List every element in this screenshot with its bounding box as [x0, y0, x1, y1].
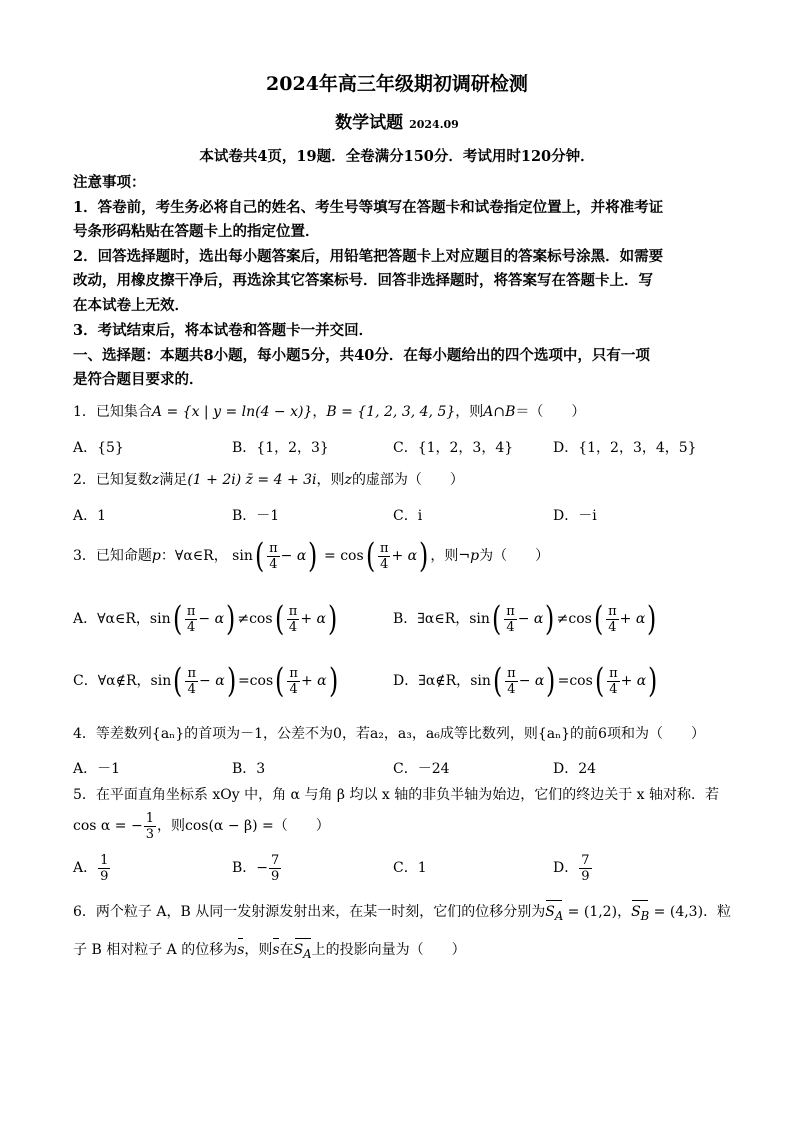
q5-b-den: 9 [271, 868, 280, 884]
section-1-heading-line-2: 是符合题目要求的． [73, 371, 204, 388]
q5-option-d-label: D． [553, 860, 579, 876]
q3-stem-b: ：∀α∈R， [160, 548, 228, 564]
q6-vector-sa-2 [294, 941, 312, 963]
subtitle-text: 数学试题 [335, 113, 404, 133]
question-4: 4．等差数列{aₙ}的首项为－1，公差不为0，若a₂，a₃，a₆成等比数列，则{aₙ}的前6项和为（ ） [73, 726, 705, 742]
q3-d-fraction-2 [607, 666, 620, 697]
q1-stem: 1．已知集合 [73, 404, 152, 420]
q3-p: p [151, 548, 161, 564]
q3-b-den-2: 4 [608, 619, 617, 635]
q4-option-a: A．－1 [73, 761, 121, 777]
exam-intro: 本试卷共4页，19题．全卷满分150分．考试用时120分钟． [199, 148, 595, 165]
q3-d-paren-close-2: ) [648, 661, 658, 701]
q3-b-paren-close-2: ) [647, 599, 657, 639]
q3-plus-alpha: + α [391, 548, 418, 564]
q4-option-d: D．24 [553, 761, 597, 777]
q3-d-den-2: 4 [609, 681, 618, 697]
question-6-line-2 [73, 941, 466, 963]
notice-item-3: 3．考试结束后，将本试卷和答题卡一并交回． [73, 322, 374, 339]
q3-option-d-label: D．∃α∉R， [393, 673, 471, 689]
q6-vector-sb [631, 903, 649, 925]
q5-cos-lhs: cos α = − [73, 818, 143, 834]
notice-item-1-line-2: 号条形码粘贴在答题卡上的指定位置． [73, 223, 320, 240]
q3-b-den: 4 [506, 619, 515, 635]
q3-c-sin: sin [150, 673, 172, 689]
q5-b-fraction [269, 853, 281, 884]
q5-option-a-label: A． [73, 860, 98, 876]
q5-fraction [144, 811, 156, 842]
q3-d-cos: cos [569, 673, 593, 689]
q5-option-b-label: B．− [232, 860, 269, 876]
q3-c-rel: = [237, 673, 250, 689]
q3-a-paren-open-2: ( [274, 599, 284, 639]
q3-c-fraction-2 [287, 666, 300, 697]
q5-fraction-num: 1 [145, 810, 155, 826]
q5-a-fraction [98, 853, 110, 884]
q3-c-fraction [185, 666, 198, 697]
q5-a-den: 9 [100, 868, 109, 884]
q3-option-a-label: A．∀α∈R， [73, 611, 150, 627]
q6-sb-sub: B [640, 908, 650, 923]
q3-sin: sin [232, 548, 253, 564]
q3-d-paren-open-2: ( [594, 661, 605, 701]
q3-b-rel: ≠ [556, 611, 569, 627]
q3-c-num: π [187, 665, 197, 681]
q3-a-cos: cos [249, 611, 273, 627]
q6-sa2-sub: A [303, 946, 312, 961]
q5-option-a [73, 850, 111, 886]
q3-option-b-label: B．∃α∈R， [393, 611, 470, 627]
q3-c-den: 4 [187, 681, 196, 697]
q1-expression: A∩B [483, 404, 516, 420]
q3-fraction-num: π [269, 540, 278, 556]
q3-not-p: ¬p [458, 548, 480, 564]
q1-stem-b: ，则 [455, 404, 484, 420]
q2-var: z [151, 472, 160, 488]
q3-d-minus: − α [518, 673, 545, 689]
q3-a-minus: − α [198, 611, 225, 627]
exam-title: 2024年高三年级期初调研检测 [266, 73, 528, 95]
q3-option-c [73, 663, 340, 699]
q3-paren-close-2: ) [419, 536, 429, 576]
q3-d-paren-open: ( [492, 661, 503, 701]
q1-set-b: B = {1, 2, 3, 4, 5} [326, 404, 456, 420]
q6-text-d: ，则 [244, 942, 273, 958]
q3-c-num-2: π [289, 665, 298, 681]
q1-separator: ， [312, 404, 327, 420]
q3-paren-open-2: ( [365, 536, 375, 576]
q3-a-den-2: 4 [288, 619, 298, 635]
q3-a-rel: ≠ [237, 611, 250, 627]
q6-sa-letter: S [545, 904, 555, 920]
q3-d-rel: = [557, 673, 570, 689]
q3-fraction [267, 541, 280, 572]
q3-b-fraction-2 [606, 604, 619, 635]
question-3 [73, 538, 549, 574]
q3-d-paren-close: ) [546, 661, 556, 701]
question-6-line-1 [73, 903, 731, 925]
question-1 [73, 403, 585, 421]
q1-option-c: C．{1，2，3，4} [393, 440, 514, 456]
q3-a-plus: + α [300, 611, 326, 627]
q3-c-paren-close-2: ) [328, 661, 338, 701]
q3-c-den-2: 4 [289, 681, 298, 697]
q3-option-d [393, 663, 660, 699]
q3-d-plus: + α [620, 673, 647, 689]
q3-b-paren-open-2: ( [593, 599, 604, 639]
q3-d-num: π [507, 665, 516, 681]
q3-minus-alpha: − α [280, 548, 307, 564]
q6-text-a: 6．两个粒子 A，B 从同一发射源发射出来，在某一时刻，它们的位移分别为 [73, 904, 546, 920]
q2-option-a: A．1 [73, 508, 107, 524]
q3-a-paren-close-2: ) [327, 599, 338, 639]
q4-option-b: B．3 [232, 761, 266, 777]
q5-a-num: 1 [100, 852, 109, 868]
q3-b-sin: sin [469, 611, 490, 627]
q6-sb-letter: S [631, 904, 641, 920]
q5-option-b [232, 850, 282, 886]
q6-sa2-letter: S [293, 942, 304, 958]
q3-fraction-2 [378, 541, 391, 572]
q5-b-num: 7 [271, 852, 280, 868]
q3-paren-open: ( [254, 536, 265, 576]
q6-text-c: 子 B 相对粒子 A 的位移为 [73, 942, 238, 958]
q3-c-paren-open: ( [173, 661, 183, 701]
q3-b-plus: + α [619, 611, 646, 627]
q3-c-cos: cos [249, 673, 274, 689]
q5-d-den: 9 [581, 868, 590, 884]
q3-a-num: π [186, 603, 196, 619]
q1-stem-c: ＝（ ） [515, 404, 586, 420]
q3-b-fraction [504, 604, 517, 635]
q1-set-a: A = {x | y = ln(4 − x)} [151, 404, 313, 420]
q3-b-minus: − α [517, 611, 544, 627]
q2-expression: (1 + 2i) z̄ = 4 + 3i [187, 472, 317, 488]
q5-fraction-den: 3 [145, 826, 155, 842]
q3-d-num-2: π [609, 665, 618, 681]
q3-d-sin: sin [470, 673, 491, 689]
q2-stem-c: ，则 [316, 472, 345, 488]
q6-sa-sub: A [554, 908, 564, 923]
q3-fraction-den-2: 4 [380, 556, 389, 572]
q3-a-sin: sin [149, 611, 171, 627]
q2-option-b: B．－1 [232, 508, 280, 524]
q3-c-paren-close: ) [226, 661, 236, 701]
q6-text-b: ．粒 [703, 904, 732, 920]
q3-fraction-num-2: π [379, 540, 389, 556]
q3-eq: = [324, 548, 336, 564]
q3-stem-c: ，则 [430, 548, 459, 564]
question-5-line-2 [73, 808, 330, 844]
notice-item-2-line-2: 改动，用橡皮擦干净后，再选涂其它答案标号．回答非选择题时，将答案写在答题卡上．写 [73, 272, 653, 289]
q3-b-paren-open: ( [491, 599, 502, 639]
notice-heading: 注意事项： [73, 174, 146, 191]
q5-stem-b: ，则cos(α − β) =（ ） [157, 818, 330, 834]
q6-text-e: 在 [279, 942, 294, 958]
exam-subtitle [0, 113, 794, 135]
notice-item-1-line-1: 1．答卷前，考生务必将自己的姓名、考生号等填写在答题卡和试卷指定位置上，并将准考证 [73, 199, 664, 216]
question-5-line-1: 5．在平面直角坐标系 xOy 中，角 α 与角 β 均以 x 轴的非负半轴为始边，它们的终边关于 x 轴对称．若 [73, 787, 720, 803]
q2-option-d: D．－i [553, 508, 597, 524]
q3-option-a [73, 601, 339, 637]
notice-item-2-line-3: 在本试卷上无效． [73, 297, 189, 314]
q6-separator: ， [617, 904, 632, 920]
q6-vector-s: s [237, 942, 245, 958]
q6-text-f: 上的投影向量为（ ） [311, 942, 466, 958]
subtitle-date: 2024.09 [409, 118, 459, 131]
q3-c-paren-open-2: ( [275, 661, 285, 701]
q5-option-d [553, 850, 593, 886]
q3-a-fraction-2 [287, 604, 300, 635]
q3-stem-d: 为（ ） [479, 548, 550, 564]
q6-sa-value: = (1,2) [563, 904, 618, 920]
q1-option-a: A．{5} [73, 440, 124, 456]
q3-a-den: 4 [187, 619, 196, 635]
notice-item-2-line-1: 2．回答选择题时，选出每小题答案后，用铅笔把答题卡上对应题目的答案标号涂黑．如需要 [73, 248, 664, 265]
q3-fraction-den: 4 [269, 556, 278, 572]
q6-sb-value: = (4,3) [649, 904, 704, 920]
q3-a-paren-open: ( [172, 599, 182, 639]
q2-stem-b: 满足 [159, 472, 188, 488]
q3-a-fraction [185, 604, 198, 635]
q6-vector-s-2: s [272, 942, 280, 958]
q3-b-num: π [506, 603, 515, 619]
q2-option-c: C．i [393, 508, 423, 524]
q3-b-cos: cos [568, 611, 592, 627]
q4-option-c: C．－24 [393, 761, 450, 777]
q3-paren-close: ) [308, 536, 318, 576]
q3-a-num-2: π [288, 603, 298, 619]
q3-a-paren-close: ) [226, 599, 236, 639]
q3-d-den: 4 [507, 681, 516, 697]
q2-stem-d: 的虚部为（ ） [351, 472, 464, 488]
q3-option-c-label: C．∀α∉R， [73, 673, 151, 689]
q2-var-2: z [344, 472, 352, 488]
q3-option-b [393, 601, 659, 637]
q3-stem: 3．已知命题 [73, 548, 152, 564]
q1-option-d: D．{1，2，3，4，5} [553, 440, 697, 456]
q3-cos: cos [340, 548, 364, 564]
q3-c-plus: + α [300, 673, 327, 689]
q3-b-paren-close: ) [545, 599, 555, 639]
q6-vector-sa [545, 903, 563, 925]
question-2 [73, 471, 464, 489]
q1-option-b: B．{1，2，3} [232, 440, 329, 456]
q2-stem: 2．已知复数 [73, 472, 152, 488]
q3-b-num-2: π [608, 603, 617, 619]
q3-d-fraction [505, 666, 518, 697]
section-1-heading-line-1: 一、选择题：本题共8小题，每小题5分，共40分．在每小题给出的四个选项中，只有一项 [73, 347, 650, 364]
q3-c-minus: − α [199, 673, 225, 689]
q5-option-c: C．1 [393, 860, 427, 876]
q5-d-num: 7 [581, 852, 590, 868]
q5-d-fraction [579, 853, 591, 884]
